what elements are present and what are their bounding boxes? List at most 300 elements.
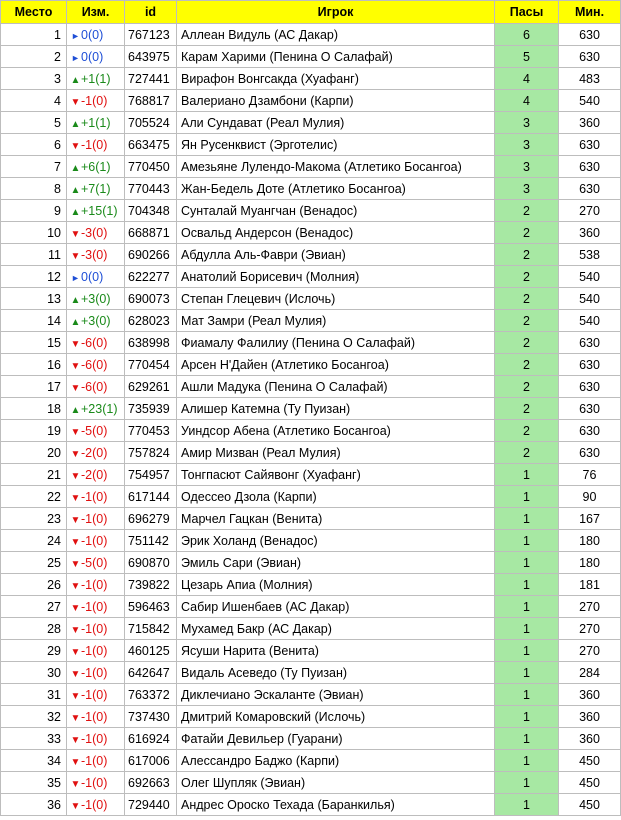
change-cell — [67, 794, 125, 816]
passes-cell: 1 — [495, 486, 559, 508]
place-cell: 29 — [1, 640, 67, 662]
table-row[interactable] — [1, 618, 621, 640]
header-minutes[interactable]: Мин. — [559, 1, 621, 24]
player-name-cell: Ян Русенквист (Эрготелис) — [177, 134, 495, 156]
place-cell: 5 — [1, 112, 67, 134]
passes-cell: 1 — [495, 728, 559, 750]
passes-cell: 1 — [495, 596, 559, 618]
minutes-cell: 360 — [559, 706, 621, 728]
player-id-cell: 663475 — [125, 134, 177, 156]
player-name-cell: Фатайи Девильер (Гуарани) — [177, 728, 495, 750]
passes-cell: 3 — [495, 178, 559, 200]
minutes-cell: 630 — [559, 178, 621, 200]
player-name-cell: Вирафон Вонгсакда (Хуафанг) — [177, 68, 495, 90]
player-name-cell: Уиндсор Абена (Атлетико Босангоа) — [177, 420, 495, 442]
minutes-cell: 180 — [559, 530, 621, 552]
passes-cell: 2 — [495, 354, 559, 376]
change-cell — [67, 442, 125, 464]
player-id-cell: 616924 — [125, 728, 177, 750]
minutes-cell: 270 — [559, 618, 621, 640]
passes-cell: 2 — [495, 288, 559, 310]
passes-cell: 2 — [495, 200, 559, 222]
place-cell: 34 — [1, 750, 67, 772]
minutes-cell: 90 — [559, 486, 621, 508]
player-name-cell: Одессео Дзола (Карпи) — [177, 486, 495, 508]
header-passes[interactable]: Пасы — [495, 1, 559, 24]
player-id-cell: 727441 — [125, 68, 177, 90]
minutes-cell: 360 — [559, 112, 621, 134]
player-id-cell: 622277 — [125, 266, 177, 288]
table-row[interactable] — [1, 112, 621, 134]
change-value: +6(1) — [81, 159, 111, 174]
minutes-cell: 540 — [559, 310, 621, 332]
change-value: -5(0) — [81, 555, 108, 570]
player-id-cell: 642647 — [125, 662, 177, 684]
change-value: -1(0) — [81, 489, 108, 504]
change-cell — [67, 640, 125, 662]
change-cell — [67, 530, 125, 552]
change-value: +1(1) — [81, 71, 111, 86]
arrow-down-icon: ▼ — [70, 646, 81, 658]
table-row[interactable] — [1, 574, 621, 596]
table-row[interactable] — [1, 684, 621, 706]
arrow-down-icon: ▼ — [70, 734, 81, 746]
minutes-cell: 630 — [559, 398, 621, 420]
change-cell — [67, 178, 125, 200]
passes-cell: 5 — [495, 46, 559, 68]
table-header — [1, 1, 621, 24]
passes-cell: 4 — [495, 68, 559, 90]
change-cell — [67, 662, 125, 684]
table-row[interactable] — [1, 244, 621, 266]
table-row[interactable] — [1, 68, 621, 90]
place-cell: 17 — [1, 376, 67, 398]
player-id-cell: 770443 — [125, 178, 177, 200]
passes-cell: 3 — [495, 112, 559, 134]
minutes-cell: 630 — [559, 354, 621, 376]
arrow-down-icon: ▼ — [70, 492, 81, 504]
arrow-down-icon: ▼ — [70, 514, 81, 526]
table-row[interactable] — [1, 794, 621, 816]
change-cell — [67, 134, 125, 156]
arrow-down-icon: ▼ — [70, 800, 81, 812]
change-value: -1(0) — [81, 643, 108, 658]
change-cell — [67, 376, 125, 398]
player-name-cell: Дмитрий Комаровский (Ислочь) — [177, 706, 495, 728]
arrow-down-icon: ▼ — [70, 140, 81, 152]
minutes-cell: 540 — [559, 266, 621, 288]
table-row[interactable] — [1, 156, 621, 178]
player-name-cell: Амезьяне Лулендо-Макома (Атлетико Босангоа) — [177, 156, 495, 178]
change-cell — [67, 332, 125, 354]
change-value: -1(0) — [81, 93, 108, 108]
player-id-cell: 751142 — [125, 530, 177, 552]
change-value: +15(1) — [81, 203, 118, 218]
player-name-cell: Видаль Асеведо (Ту Пуизан) — [177, 662, 495, 684]
table-row[interactable] — [1, 552, 621, 574]
change-value: 0(0) — [81, 49, 104, 64]
table-row[interactable] — [1, 442, 621, 464]
arrow-right-icon: ► — [71, 272, 80, 283]
passes-cell: 3 — [495, 156, 559, 178]
change-cell — [67, 156, 125, 178]
change-value: -6(0) — [81, 357, 108, 372]
change-cell — [67, 398, 125, 420]
header-place[interactable]: Место — [1, 1, 67, 24]
arrow-down-icon: ▼ — [70, 668, 81, 680]
place-cell: 11 — [1, 244, 67, 266]
player-name-cell: Марчел Гацкан (Венита) — [177, 508, 495, 530]
minutes-cell: 270 — [559, 640, 621, 662]
player-id-cell: 668871 — [125, 222, 177, 244]
table-row[interactable] — [1, 640, 621, 662]
table-row[interactable] — [1, 266, 621, 288]
change-cell — [67, 200, 125, 222]
player-name-cell: Амир Мизван (Реал Мулия) — [177, 442, 495, 464]
change-cell — [67, 46, 125, 68]
place-cell: 6 — [1, 134, 67, 156]
place-cell: 8 — [1, 178, 67, 200]
player-id-cell: 763372 — [125, 684, 177, 706]
arrow-up-icon: ▲ — [70, 404, 81, 416]
player-name-cell: Мухамед Бакр (АС Дакар) — [177, 618, 495, 640]
header-player[interactable]: Игрок — [177, 1, 495, 24]
place-cell: 28 — [1, 618, 67, 640]
passes-cell: 1 — [495, 772, 559, 794]
table-row[interactable] — [1, 332, 621, 354]
passes-cell: 1 — [495, 508, 559, 530]
place-cell: 9 — [1, 200, 67, 222]
place-cell: 19 — [1, 420, 67, 442]
change-cell — [67, 486, 125, 508]
minutes-cell: 483 — [559, 68, 621, 90]
minutes-cell: 630 — [559, 420, 621, 442]
table-row[interactable] — [1, 178, 621, 200]
table-row[interactable] — [1, 420, 621, 442]
player-id-cell: 617006 — [125, 750, 177, 772]
change-value: +7(1) — [81, 181, 111, 196]
passes-cell: 1 — [495, 552, 559, 574]
change-value: -2(0) — [81, 445, 108, 460]
arrow-down-icon: ▼ — [70, 250, 81, 262]
change-cell — [67, 772, 125, 794]
change-cell — [67, 706, 125, 728]
passes-cell: 1 — [495, 750, 559, 772]
passes-cell: 2 — [495, 310, 559, 332]
change-cell — [67, 508, 125, 530]
player-name-cell: Фиамалу Фалилиу (Пенина О Салафай) — [177, 332, 495, 354]
change-cell — [67, 288, 125, 310]
minutes-cell: 450 — [559, 772, 621, 794]
change-cell — [67, 222, 125, 244]
place-cell: 15 — [1, 332, 67, 354]
minutes-cell: 360 — [559, 728, 621, 750]
passes-cell: 2 — [495, 420, 559, 442]
place-cell: 27 — [1, 596, 67, 618]
minutes-cell: 450 — [559, 750, 621, 772]
arrow-down-icon: ▼ — [70, 712, 81, 724]
place-cell: 36 — [1, 794, 67, 816]
passes-cell: 1 — [495, 794, 559, 816]
minutes-cell: 630 — [559, 156, 621, 178]
change-value: -6(0) — [81, 335, 108, 350]
player-name-cell: Диклечиано Эскаланте (Эвиан) — [177, 684, 495, 706]
place-cell: 18 — [1, 398, 67, 420]
player-name-cell: Андрес Ороско Техада (Баранкилья) — [177, 794, 495, 816]
arrow-down-icon: ▼ — [70, 338, 81, 350]
change-value: -1(0) — [81, 797, 108, 812]
minutes-cell: 180 — [559, 552, 621, 574]
minutes-cell: 630 — [559, 442, 621, 464]
arrow-up-icon: ▲ — [70, 74, 81, 86]
table-row[interactable] — [1, 530, 621, 552]
place-cell: 7 — [1, 156, 67, 178]
player-name-cell: Сабир Ишенбаев (АС Дакар) — [177, 596, 495, 618]
player-name-cell: Освальд Андерсон (Венадос) — [177, 222, 495, 244]
change-value: -1(0) — [81, 665, 108, 680]
minutes-cell: 630 — [559, 332, 621, 354]
change-cell — [67, 420, 125, 442]
change-value: +3(0) — [81, 313, 111, 328]
passes-cell: 1 — [495, 640, 559, 662]
player-name-cell: Арсен Н'Дайен (Атлетико Босангоа) — [177, 354, 495, 376]
place-cell: 25 — [1, 552, 67, 574]
minutes-cell: 181 — [559, 574, 621, 596]
table-row[interactable] — [1, 376, 621, 398]
player-name-cell: Анатолий Борисевич (Молния) — [177, 266, 495, 288]
table-row[interactable] — [1, 398, 621, 420]
player-id-cell: 643975 — [125, 46, 177, 68]
change-cell — [67, 24, 125, 46]
player-id-cell: 770453 — [125, 420, 177, 442]
place-cell: 12 — [1, 266, 67, 288]
arrow-down-icon: ▼ — [70, 228, 81, 240]
player-name-cell: Абдулла Аль-Фаври (Эвиан) — [177, 244, 495, 266]
player-name-cell: Ашли Мадука (Пенина О Салафай) — [177, 376, 495, 398]
player-name-cell: Али Сундават (Реал Мулия) — [177, 112, 495, 134]
table-row[interactable] — [1, 90, 621, 112]
player-id-cell: 739822 — [125, 574, 177, 596]
player-id-cell: 754957 — [125, 464, 177, 486]
header-change[interactable]: Изм. — [67, 1, 125, 24]
passes-cell: 1 — [495, 464, 559, 486]
place-cell: 35 — [1, 772, 67, 794]
arrow-down-icon: ▼ — [70, 580, 81, 592]
player-name-cell: Ясуши Нарита (Венита) — [177, 640, 495, 662]
table-row[interactable] — [1, 288, 621, 310]
player-id-cell: 737430 — [125, 706, 177, 728]
place-cell: 26 — [1, 574, 67, 596]
player-id-cell: 629261 — [125, 376, 177, 398]
arrow-down-icon: ▼ — [70, 470, 81, 482]
change-cell — [67, 90, 125, 112]
minutes-cell: 630 — [559, 134, 621, 156]
passes-cell: 2 — [495, 222, 559, 244]
table-row[interactable] — [1, 706, 621, 728]
player-name-cell: Тонгпасют Сайявонг (Хуафанг) — [177, 464, 495, 486]
arrow-down-icon: ▼ — [70, 360, 81, 372]
change-cell — [67, 310, 125, 332]
place-cell: 14 — [1, 310, 67, 332]
player-id-cell: 460125 — [125, 640, 177, 662]
change-value: -6(0) — [81, 379, 108, 394]
change-cell — [67, 68, 125, 90]
player-id-cell: 767123 — [125, 24, 177, 46]
arrow-down-icon: ▼ — [70, 558, 81, 570]
player-id-cell: 715842 — [125, 618, 177, 640]
passes-cell: 1 — [495, 662, 559, 684]
passes-cell: 1 — [495, 618, 559, 640]
change-value: -1(0) — [81, 731, 108, 746]
place-cell: 2 — [1, 46, 67, 68]
place-cell: 33 — [1, 728, 67, 750]
place-cell: 21 — [1, 464, 67, 486]
passes-cell: 1 — [495, 574, 559, 596]
table-body — [1, 24, 621, 816]
arrow-down-icon: ▼ — [70, 448, 81, 460]
change-value: -1(0) — [81, 687, 108, 702]
arrow-down-icon: ▼ — [70, 96, 81, 108]
change-value: -1(0) — [81, 137, 108, 152]
player-name-cell: Сунталай Муангчан (Венадос) — [177, 200, 495, 222]
player-name-cell: Валериано Дзамбони (Карпи) — [177, 90, 495, 112]
header-row — [1, 1, 621, 24]
place-cell: 23 — [1, 508, 67, 530]
table-row[interactable] — [1, 200, 621, 222]
arrow-down-icon: ▼ — [70, 778, 81, 790]
player-id-cell: 705524 — [125, 112, 177, 134]
change-value: -1(0) — [81, 709, 108, 724]
player-id-cell: 704348 — [125, 200, 177, 222]
passes-cell: 4 — [495, 90, 559, 112]
passes-cell: 2 — [495, 376, 559, 398]
player-id-cell: 617144 — [125, 486, 177, 508]
arrow-up-icon: ▲ — [70, 184, 81, 196]
table-row[interactable] — [1, 464, 621, 486]
arrow-up-icon: ▲ — [70, 206, 81, 218]
table-row[interactable] — [1, 772, 621, 794]
passes-cell: 2 — [495, 244, 559, 266]
table-row[interactable] — [1, 486, 621, 508]
minutes-cell: 270 — [559, 596, 621, 618]
table-row[interactable] — [1, 728, 621, 750]
change-cell — [67, 728, 125, 750]
place-cell: 24 — [1, 530, 67, 552]
change-cell — [67, 552, 125, 574]
table-row[interactable] — [1, 596, 621, 618]
player-id-cell: 696279 — [125, 508, 177, 530]
minutes-cell: 538 — [559, 244, 621, 266]
player-name-cell: Эмиль Сари (Эвиан) — [177, 552, 495, 574]
table-row[interactable] — [1, 134, 621, 156]
arrow-down-icon: ▼ — [70, 690, 81, 702]
place-cell: 30 — [1, 662, 67, 684]
player-id-cell: 770450 — [125, 156, 177, 178]
change-value: -3(0) — [81, 247, 108, 262]
player-name-cell: Цезарь Апиа (Молния) — [177, 574, 495, 596]
table-row[interactable] — [1, 354, 621, 376]
change-cell — [67, 750, 125, 772]
change-value: -2(0) — [81, 467, 108, 482]
table-row[interactable] — [1, 24, 621, 46]
player-id-cell: 768817 — [125, 90, 177, 112]
passes-cell: 2 — [495, 398, 559, 420]
player-name-cell: Аллеан Видуль (АС Дакар) — [177, 24, 495, 46]
minutes-cell: 540 — [559, 288, 621, 310]
passes-cell: 2 — [495, 332, 559, 354]
change-value: -1(0) — [81, 533, 108, 548]
table-row[interactable] — [1, 310, 621, 332]
place-cell: 16 — [1, 354, 67, 376]
player-id-cell: 690073 — [125, 288, 177, 310]
arrow-down-icon: ▼ — [70, 382, 81, 394]
change-value: -5(0) — [81, 423, 108, 438]
minutes-cell: 540 — [559, 90, 621, 112]
table-row[interactable] — [1, 222, 621, 244]
player-name-cell: Степан Глецевич (Ислочь) — [177, 288, 495, 310]
header-id[interactable]: id — [125, 1, 177, 24]
change-cell — [67, 574, 125, 596]
change-cell — [67, 464, 125, 486]
arrow-down-icon: ▼ — [70, 602, 81, 614]
arrow-up-icon: ▲ — [70, 316, 81, 328]
place-cell: 32 — [1, 706, 67, 728]
change-cell — [67, 244, 125, 266]
change-cell — [67, 112, 125, 134]
passes-cell: 1 — [495, 706, 559, 728]
minutes-cell: 450 — [559, 794, 621, 816]
minutes-cell: 630 — [559, 376, 621, 398]
player-id-cell: 757824 — [125, 442, 177, 464]
player-id-cell: 638998 — [125, 332, 177, 354]
player-name-cell: Карам Харими (Пенина О Салафай) — [177, 46, 495, 68]
table-row[interactable] — [1, 662, 621, 684]
change-value: -1(0) — [81, 621, 108, 636]
minutes-cell: 284 — [559, 662, 621, 684]
change-value: +3(0) — [81, 291, 111, 306]
player-name-cell: Алессандро Баджо (Карпи) — [177, 750, 495, 772]
player-id-cell: 692663 — [125, 772, 177, 794]
arrow-down-icon: ▼ — [70, 536, 81, 548]
passes-cell: 1 — [495, 530, 559, 552]
table-row[interactable] — [1, 508, 621, 530]
place-cell: 3 — [1, 68, 67, 90]
place-cell: 1 — [1, 24, 67, 46]
arrow-up-icon: ▲ — [70, 162, 81, 174]
player-id-cell: 735939 — [125, 398, 177, 420]
player-id-cell: 729440 — [125, 794, 177, 816]
change-cell — [67, 266, 125, 288]
change-value: +1(1) — [81, 115, 111, 130]
change-value: 0(0) — [81, 269, 104, 284]
change-value: -1(0) — [81, 753, 108, 768]
minutes-cell: 270 — [559, 200, 621, 222]
passes-cell: 2 — [495, 266, 559, 288]
minutes-cell: 167 — [559, 508, 621, 530]
table-row[interactable] — [1, 750, 621, 772]
passes-cell: 6 — [495, 24, 559, 46]
table-row[interactable] — [1, 46, 621, 68]
player-id-cell: 628023 — [125, 310, 177, 332]
change-value: -1(0) — [81, 511, 108, 526]
place-cell: 4 — [1, 90, 67, 112]
player-name-cell: Эрик Холанд (Венадос) — [177, 530, 495, 552]
change-cell — [67, 684, 125, 706]
change-value: -1(0) — [81, 577, 108, 592]
arrow-up-icon: ▲ — [70, 294, 81, 306]
arrow-down-icon: ▼ — [70, 624, 81, 636]
passes-cell: 2 — [495, 442, 559, 464]
